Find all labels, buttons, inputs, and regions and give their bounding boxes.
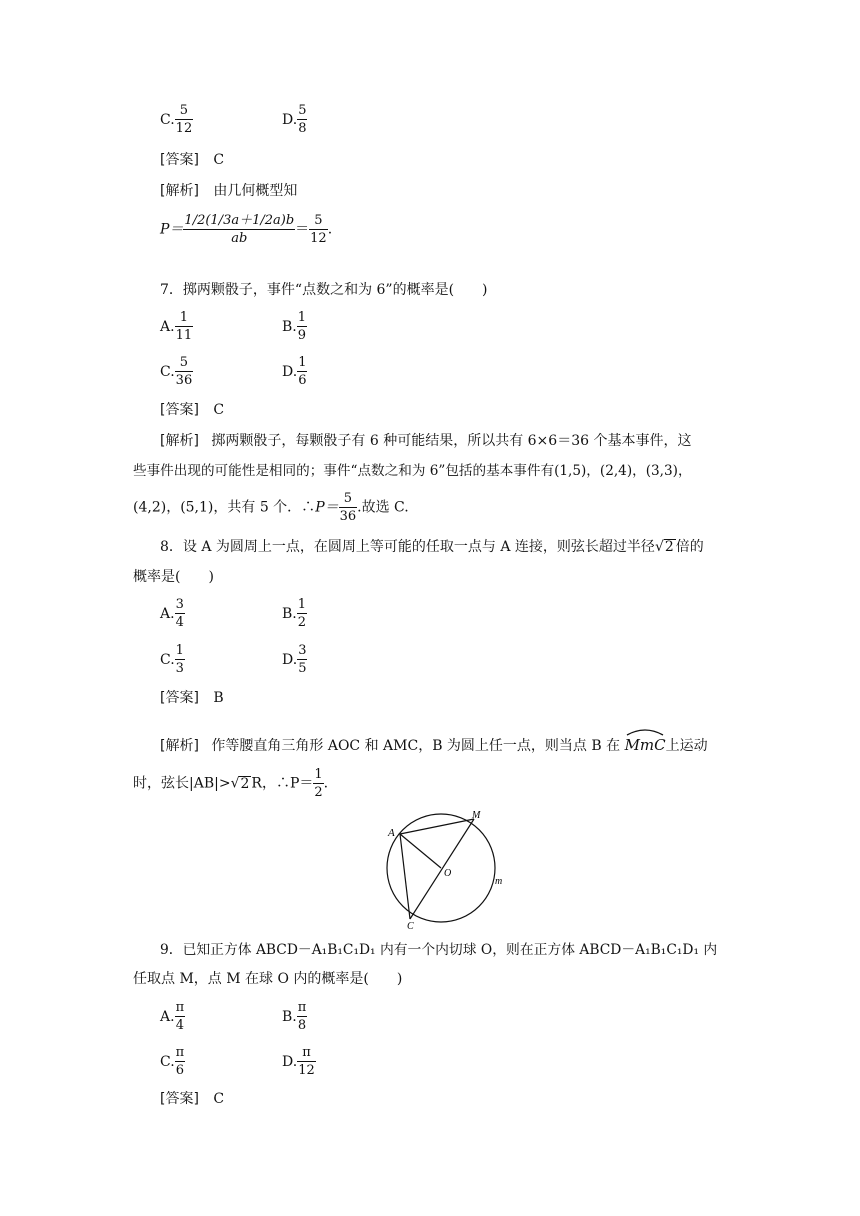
- q9-option-b: B. $\frac{\pi}{8}$: [282, 1000, 307, 1033]
- label-m-lower: m: [495, 876, 503, 887]
- chord-mc: [410, 819, 474, 919]
- q8-stem-line1: 8．设 A 为圆周上一点，在圆周上等可能的任取一点与 A 连接，则弦长超过半径√2 倍的: [160, 539, 704, 555]
- label-o: O: [444, 868, 452, 879]
- q9-stem-line2: 任取点 M，点 M 在球 O 内的概率是( ): [133, 971, 403, 987]
- q8-answer: [答案] B: [160, 690, 224, 706]
- formula-fraction: $\frac{1/2(1/3a+1/2a)b}{ab}$: [184, 213, 295, 246]
- q6-option-d: D. $\frac{5}{8}$: [282, 103, 307, 136]
- q7-analysis-line1: [解析] 掷两颗骰子，每颗骰子有 6 种可能结果，所以共有 6×6＝36 个基本事件，这: [160, 433, 692, 449]
- label-c: C: [407, 921, 414, 930]
- q8-stem-line2: 概率是( ): [133, 569, 214, 585]
- analysis-tag: [解析]: [160, 183, 199, 199]
- q7-analysis-line2: 些事件出现的可能性是相同的；事件“点数之和为 6”包括的基本事件有(1,5)，(2,4)，(3,3)，: [133, 463, 692, 479]
- q8-option-a: A. $\frac{3}{4}$: [160, 597, 184, 630]
- result-fraction: $\frac{5}{12}$: [310, 213, 327, 246]
- q7-option-a: A. $\frac{1}{11}$: [160, 310, 193, 343]
- q9-option-c: C. $\frac{\pi}{6}$: [160, 1045, 185, 1078]
- q8-option-b: B. $\frac{1}{2}$: [282, 597, 307, 630]
- q8-analysis-line1: [解析] 作等腰直角三角形 AOC 和 AMC，B 为圆上任一点，则当点 B 在 MmC上运动: [160, 734, 708, 753]
- q7-answer: [答案] C: [160, 402, 225, 418]
- fraction: $\frac{5}{8}$: [298, 103, 307, 136]
- q8-option-d: D. $\frac{3}{5}$: [282, 643, 307, 676]
- answer-tag: [答案]: [160, 152, 199, 168]
- q7-analysis-line3: (4,2)，(5,1)，共有 5 个．∴P＝ $\frac{5}{36}$ .故选 C.: [133, 491, 409, 524]
- q8-option-c: C. $\frac{1}{3}$: [160, 643, 184, 676]
- q6-analysis: [160, 184, 297, 198]
- label-m: M: [472, 810, 481, 821]
- analysis-text: 由几何概型知: [213, 183, 298, 199]
- chord-ac: [400, 834, 410, 919]
- segment-ao: [400, 834, 441, 868]
- q7-option-c: C. $\frac{5}{36}$: [160, 355, 193, 388]
- q9-option-d: D. $\frac{\pi}{12}$: [282, 1045, 315, 1078]
- circle-figure: [380, 808, 510, 930]
- q6-option-c: C. $\frac{5}{12}$: [160, 103, 193, 136]
- q7-stem: 7．掷两颗骰子，事件“点数之和为 6”的概率是( ): [160, 282, 488, 298]
- q8-analysis-line2: 时，弦长|AB|>√2 R，∴P＝ $\frac{1}{2}$ .: [133, 767, 329, 800]
- q7-option-d: D. $\frac{1}{6}$: [282, 355, 307, 388]
- q6-answer: [160, 153, 224, 167]
- q7-option-b: B. $\frac{1}{9}$: [282, 310, 307, 343]
- q9-stem-line1: 9．已知正方体 ABCD－A₁B₁C₁D₁ 内有一个内切球 O，则在正方体 ABCD－A₁B₁C₁D₁ 内: [160, 942, 718, 958]
- q9-answer: [答案] C: [160, 1091, 225, 1107]
- q9-option-a: A. $\frac{\pi}{4}$: [160, 1000, 185, 1033]
- arc-mmc: MmC: [625, 734, 666, 753]
- chord-am: [400, 819, 474, 834]
- arc-mark-icon: [625, 728, 665, 736]
- fraction: $\frac{5}{12}$: [175, 103, 193, 136]
- q6-formula: P＝ $\frac{1/2(1/3a+1/2a)b}{ab}$ ＝ $\frac{5}{12}$ .: [160, 213, 333, 246]
- answer-value: C: [213, 152, 225, 168]
- label-a: A: [388, 827, 395, 839]
